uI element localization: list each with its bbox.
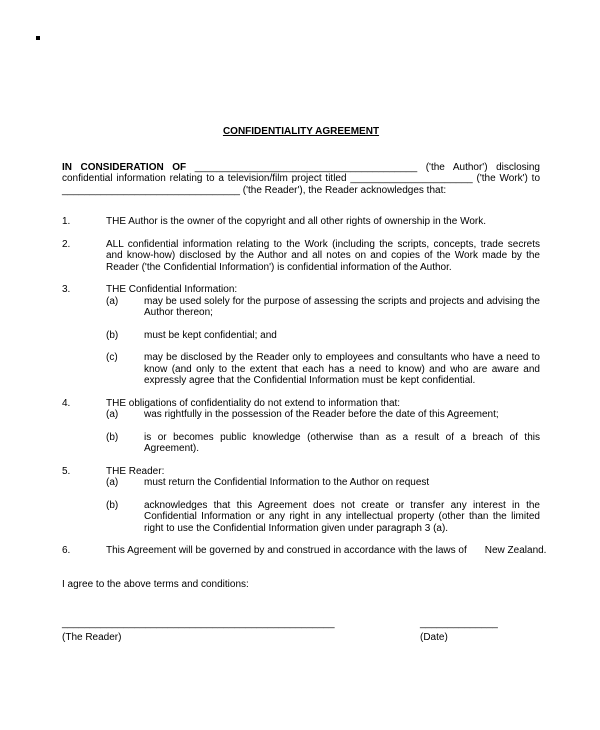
clause-text: THE Confidential Information: bbox=[106, 284, 238, 295]
subitem-a bbox=[106, 409, 540, 421]
subitem-text: may be disclosed by the Reader only to employees and consultants who have a need to know (and only to the extent that each has a need to know) and who are aware and expressly agree that the Confidential Information must be kept confidential. bbox=[144, 352, 540, 386]
clause-3 bbox=[62, 284, 540, 387]
subitem-text: is or becomes public knowledge (otherwise than as a result of a breach of this Agreement). bbox=[144, 431, 540, 454]
agreement-statement: I agree to the above terms and conditions: bbox=[62, 578, 249, 590]
clause-6 bbox=[62, 545, 547, 557]
clause-text: THE Author is the owner of the copyright and all other rights of ownership in the Work. bbox=[106, 216, 487, 227]
subitem-label: (a) bbox=[106, 409, 119, 420]
subitem-label: (b) bbox=[106, 431, 119, 443]
clause-text: THE Reader: bbox=[106, 465, 165, 477]
intro-lead: IN CONSIDERATION OF bbox=[62, 161, 187, 173]
subitem-label: (b) bbox=[106, 329, 119, 341]
subitem-b bbox=[106, 432, 540, 455]
clause-2 bbox=[62, 239, 540, 274]
subitem-text: must be kept confidential; and bbox=[144, 329, 277, 341]
governing-law-line bbox=[106, 545, 547, 557]
clause-number: 2. bbox=[62, 238, 71, 250]
subitem-text: acknowledges that this Agreement does not create or transfer any interest in the Confidential Information or any right in any intellectual property (other than the limited right to use the Confidential Information given under paragraph 3 (a). bbox=[144, 499, 540, 534]
subitem-label: (a) bbox=[106, 477, 119, 488]
subitem-a bbox=[106, 296, 540, 319]
clause-1 bbox=[62, 216, 540, 228]
reader-signature-block bbox=[62, 618, 392, 643]
subitem-label: (c) bbox=[106, 352, 118, 363]
clause-number: 5. bbox=[62, 465, 71, 477]
reader-name-blank: ________________________________ bbox=[62, 184, 240, 196]
subitem-text: was rightfully in the possession of the Reader before the date of this Agreement; bbox=[144, 409, 499, 420]
clause-number: 1. bbox=[62, 216, 71, 227]
reader-signature-label: (The Reader) bbox=[62, 631, 122, 643]
document-title: CONFIDENTIALITY AGREEMENT bbox=[222, 126, 380, 137]
author-name-blank: ________________________________________ bbox=[194, 161, 418, 173]
intro-tail: ('the Reader'), the Reader acknowledges that: bbox=[242, 184, 447, 196]
governing-law-text: This Agreement will be governed by and construed in accordance with the laws of bbox=[106, 545, 467, 556]
subitem-label: (a) bbox=[106, 295, 119, 307]
signature-row bbox=[62, 618, 540, 643]
clause-number: 3. bbox=[62, 284, 71, 295]
clause-text: THE obligations of confidentiality do not extend to information that: bbox=[106, 397, 401, 409]
governing-law-value: New Zealand. bbox=[484, 545, 547, 556]
clause-number: 6. bbox=[62, 545, 71, 556]
intro-text-after-author: ('the Author') disclosing confidential information relating to a television/film project titled bbox=[62, 161, 540, 184]
reader-signature-line: _________________________________________________ bbox=[62, 618, 335, 629]
subitem-b bbox=[106, 330, 540, 342]
clause-text: ALL confidential information relating to the Work (including the scripts, concepts, trade secrets and know-how) disclosed by the Author and all notes on and copies of the Work made by the Reader ('the Confidential Information') is confidential information of the Author. bbox=[106, 238, 540, 273]
subitem-text: may be used solely for the purpose of assessing the scripts and projects and advising the Author thereon; bbox=[144, 295, 540, 318]
clause-subitems bbox=[106, 477, 540, 534]
clause-subitems bbox=[106, 296, 540, 387]
subitem-text: must return the Confidential Information to the Author on request bbox=[144, 477, 430, 488]
clause-4 bbox=[62, 398, 540, 455]
clause-subitems bbox=[106, 409, 540, 455]
intro-paragraph bbox=[62, 162, 540, 197]
stray-mark bbox=[36, 36, 40, 40]
date-signature-label: (Date) bbox=[420, 631, 448, 643]
clause-number: 4. bbox=[62, 397, 71, 409]
date-signature-block bbox=[420, 618, 570, 643]
intro-text-after-work: ('the Work') to bbox=[476, 173, 541, 184]
subitem-label: (b) bbox=[106, 499, 119, 511]
subitem-c bbox=[106, 352, 540, 387]
work-title-blank: ______________________ bbox=[350, 173, 473, 184]
clause-5 bbox=[62, 466, 540, 535]
subitem-b bbox=[106, 500, 540, 535]
date-signature-line: ______________ bbox=[420, 618, 498, 629]
subitem-a bbox=[106, 477, 540, 489]
